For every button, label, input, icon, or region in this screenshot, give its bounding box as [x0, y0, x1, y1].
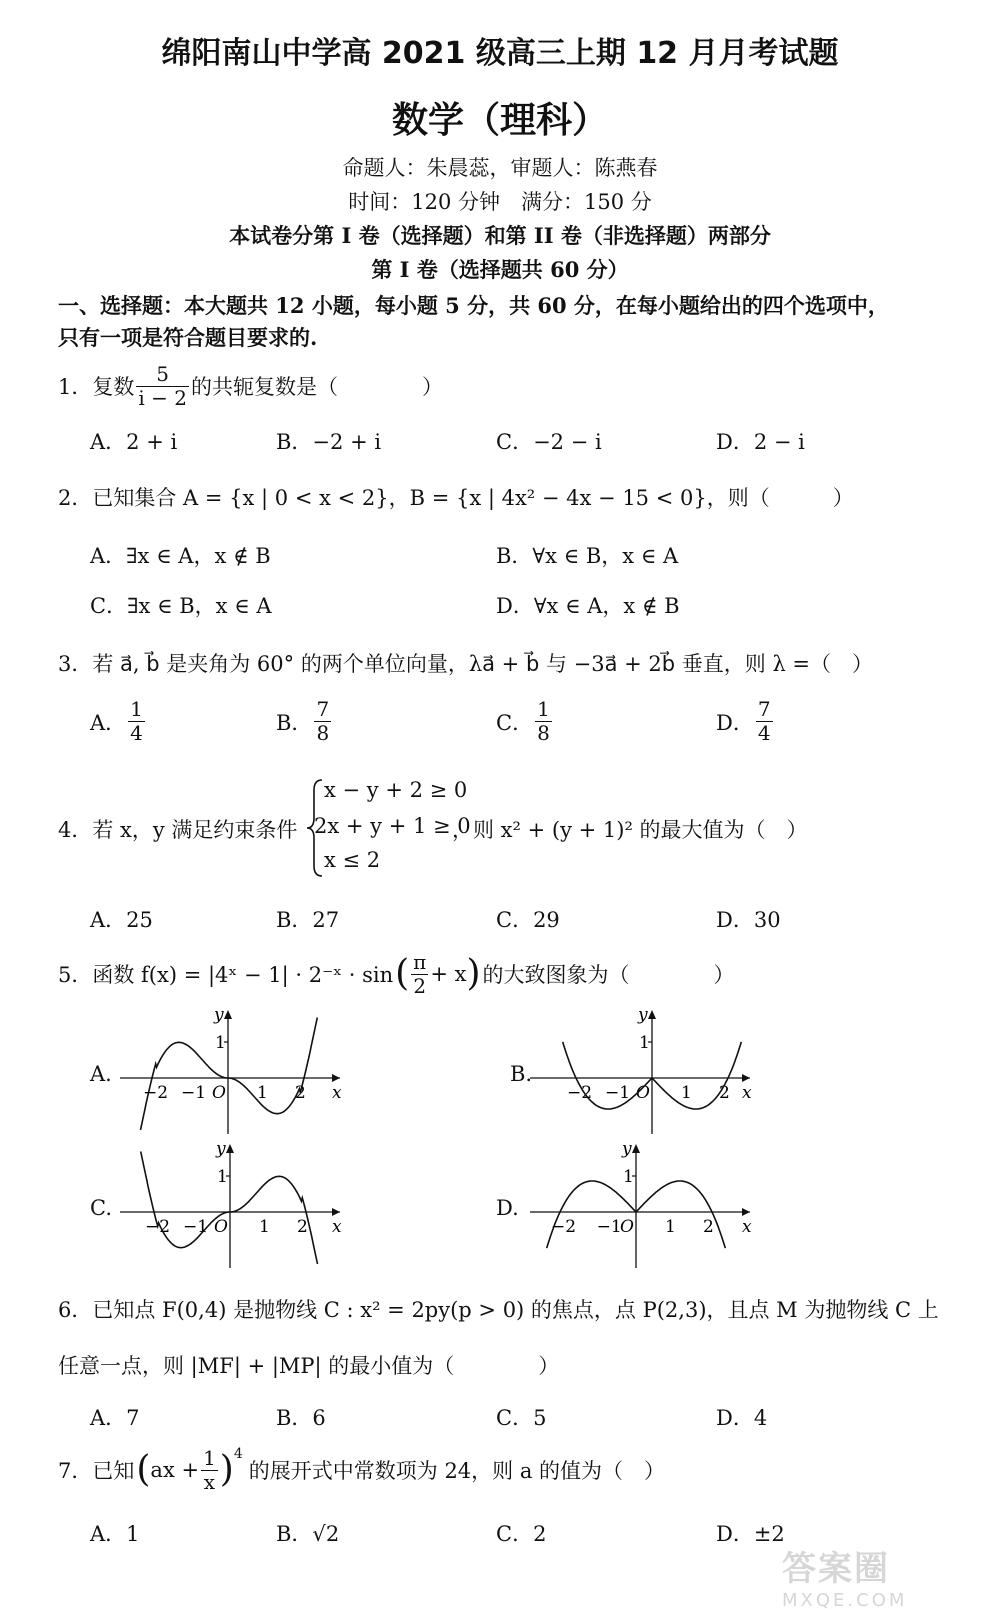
q1-option-b: B．−2 + i — [276, 430, 382, 454]
question-1-stem: 1．复数 $\frac{5}{i - 2}$ 的共轭复数是（ ） — [58, 361, 443, 410]
y-tick-label-1: 1 — [217, 1167, 228, 1187]
y-axis-arrow — [632, 1144, 640, 1153]
x-tick-label: −2 — [145, 1217, 171, 1237]
x-tick-label: −2 — [551, 1217, 577, 1237]
origin-label: O — [636, 1083, 650, 1103]
q5-graph-a — [120, 1006, 350, 1136]
q5-label-a: A. — [90, 1062, 112, 1086]
x-tick-label: −2 — [143, 1083, 169, 1103]
x-tick-label: 2 — [297, 1217, 308, 1237]
q5-label-b: B. — [510, 1062, 533, 1086]
q5-graph-b — [530, 1006, 770, 1136]
function-curve — [141, 1152, 318, 1265]
q1-option-c: C．−2 − i — [496, 430, 602, 454]
q2-option-b: B．∀x ∈ B，x ∈ A — [496, 544, 679, 568]
x-tick-label: 1 — [257, 1083, 268, 1103]
question-3-stem: 3．若 a⃗, b⃗ 是夹角为 60° 的两个单位向量，λa⃗ + b⃗ 与 −3a⃗ + 2b⃗ 垂直，则 λ =（ ） — [58, 652, 874, 676]
x-axis-arrow — [742, 1074, 750, 1082]
y-axis-label: y — [214, 1005, 224, 1025]
q6-option-d: D．4 — [716, 1406, 768, 1430]
q3-option-b: B． $\frac{7}{8}$ — [276, 697, 330, 745]
q2-option-c: C．∃x ∈ B，x ∈ A — [90, 594, 272, 618]
section-instructions-1: 一、选择题：本大题共 12 小题，每小题 5 分，共 60 分，在每小题给出的四个选项中， — [58, 293, 889, 318]
x-axis-label: x — [742, 1217, 752, 1237]
x-tick-label: −1 — [181, 1083, 207, 1103]
x-tick-label: 1 — [665, 1217, 676, 1237]
q1-fraction: $\frac{5}{i - 2}$ — [138, 361, 187, 410]
q7-option-a: A．1 — [90, 1522, 140, 1546]
origin-label: O — [214, 1217, 228, 1237]
q2-option-d: D．∀x ∈ A，x ∉ B — [496, 594, 680, 618]
question-4-stem-b: ，则 x² + (y + 1)² 的最大值为（ ） — [452, 818, 808, 842]
y-axis-label: y — [638, 1005, 648, 1025]
x-tick-label: −1 — [596, 1217, 622, 1237]
x-tick-label: 1 — [259, 1217, 270, 1237]
q1-option-d: D．2 − i — [716, 430, 805, 454]
watermark-logo: 答案圈 MXQE.COM — [782, 1549, 908, 1611]
q6-option-a: A．7 — [90, 1406, 140, 1430]
parts-line: 本试卷分第 I 卷（选择题）和第 II 卷（非选择题）两部分 — [229, 223, 771, 248]
question-6-line-1: 6．已知点 F(0,4) 是抛物线 C : x² = 2py(p > 0) 的焦点，点 P(2,3)，且点 M 为抛物线 C 上 — [58, 1298, 939, 1322]
q3-option-a: A． $\frac{1}{4}$ — [90, 697, 143, 745]
y-tick-label-1: 1 — [215, 1033, 226, 1053]
authors-line: 命题人：朱晨蕊，审题人：陈燕春 — [342, 156, 658, 180]
q7-option-c: C．2 — [496, 1522, 547, 1546]
q4-constraint-1: x − y + 2 ≥ 0 — [324, 778, 468, 802]
x-axis-label: x — [332, 1083, 342, 1103]
question-2-stem: 2．已知集合 A = {x | 0 < x < 2}，B = {x | 4x² − 4x − 15 < 0}，则（ ） — [58, 486, 854, 510]
origin-label: O — [620, 1217, 634, 1237]
q4-option-a: A．25 — [90, 908, 153, 932]
q4-constraint-2: 2x + y + 1 ≥ 0 — [314, 814, 471, 838]
question-6-line-2: 任意一点，则 |MF| + |MP| 的最小值为（ ） — [58, 1354, 560, 1378]
time-line: 时间：120 分钟 满分：150 分 — [348, 190, 652, 214]
q3-option-c: C． $\frac{1}{8}$ — [496, 697, 550, 745]
y-axis-arrow — [226, 1144, 234, 1153]
x-axis-arrow — [742, 1208, 750, 1216]
q7-option-d: D．±2 — [716, 1522, 785, 1546]
question-4-stem-a: 4．若 x，y 满足约束条件 — [58, 818, 298, 842]
x-tick-label: −2 — [567, 1083, 593, 1103]
subject-title: 数学（理科） — [391, 100, 608, 141]
question-7-stem: 7．已知 ( ax + $\frac{1}{x}$ ) $^4$ 的展开式中常数项为 24，则 a 的值为（ ） — [58, 1445, 666, 1494]
exam-title: 绵阳南山中学高 2021 级高三上期 12 月月考试题 — [161, 36, 839, 71]
q4-constraint-3: x ≤ 2 — [324, 848, 381, 872]
x-tick-label: 2 — [703, 1217, 714, 1237]
q5-graph-c — [120, 1140, 350, 1270]
q5-label-d: D. — [496, 1196, 519, 1220]
x-tick-label: 2 — [295, 1083, 306, 1103]
y-axis-arrow — [224, 1010, 232, 1019]
x-axis-label: x — [332, 1217, 342, 1237]
origin-label: O — [212, 1083, 226, 1103]
q1-option-a: A．2 + i — [90, 430, 178, 454]
question-5-stem: 5．函数 f(x) = |4ˣ − 1| · 2⁻ˣ · sin ( $\frac{\pi}{2}$ + x ) 的大致图象为（ ） — [58, 949, 735, 998]
q5-graph-d — [530, 1140, 760, 1270]
y-tick-label-1: 1 — [639, 1033, 650, 1053]
q4-option-d: D．30 — [716, 908, 781, 932]
x-tick-label: −1 — [605, 1083, 631, 1103]
x-axis-label: x — [742, 1083, 752, 1103]
q6-option-c: C．5 — [496, 1406, 547, 1430]
x-axis-arrow — [332, 1208, 340, 1216]
q3-option-d: D． $\frac{7}{4}$ — [716, 697, 771, 745]
function-curve — [141, 1018, 318, 1131]
x-axis-arrow — [332, 1074, 340, 1082]
q4-option-b: B．27 — [276, 908, 340, 932]
q7-option-b: B．√2 — [276, 1522, 340, 1546]
q5-label-c: C. — [90, 1196, 112, 1220]
part1-heading: 第 I 卷（选择题共 60 分） — [371, 257, 629, 282]
q2-option-a: A．∃x ∈ A，x ∉ B — [90, 544, 271, 568]
y-axis-label: y — [216, 1139, 226, 1159]
y-axis-arrow — [648, 1010, 656, 1019]
y-tick-label-1: 1 — [623, 1167, 634, 1187]
q6-option-b: B．6 — [276, 1406, 326, 1430]
q4-option-c: C．29 — [496, 908, 560, 932]
y-axis-label: y — [622, 1139, 632, 1159]
x-tick-label: 2 — [719, 1083, 730, 1103]
x-tick-label: −1 — [183, 1217, 209, 1237]
x-tick-label: 1 — [681, 1083, 692, 1103]
section-instructions-2: 只有一项是符合题目要求的. — [58, 325, 318, 350]
